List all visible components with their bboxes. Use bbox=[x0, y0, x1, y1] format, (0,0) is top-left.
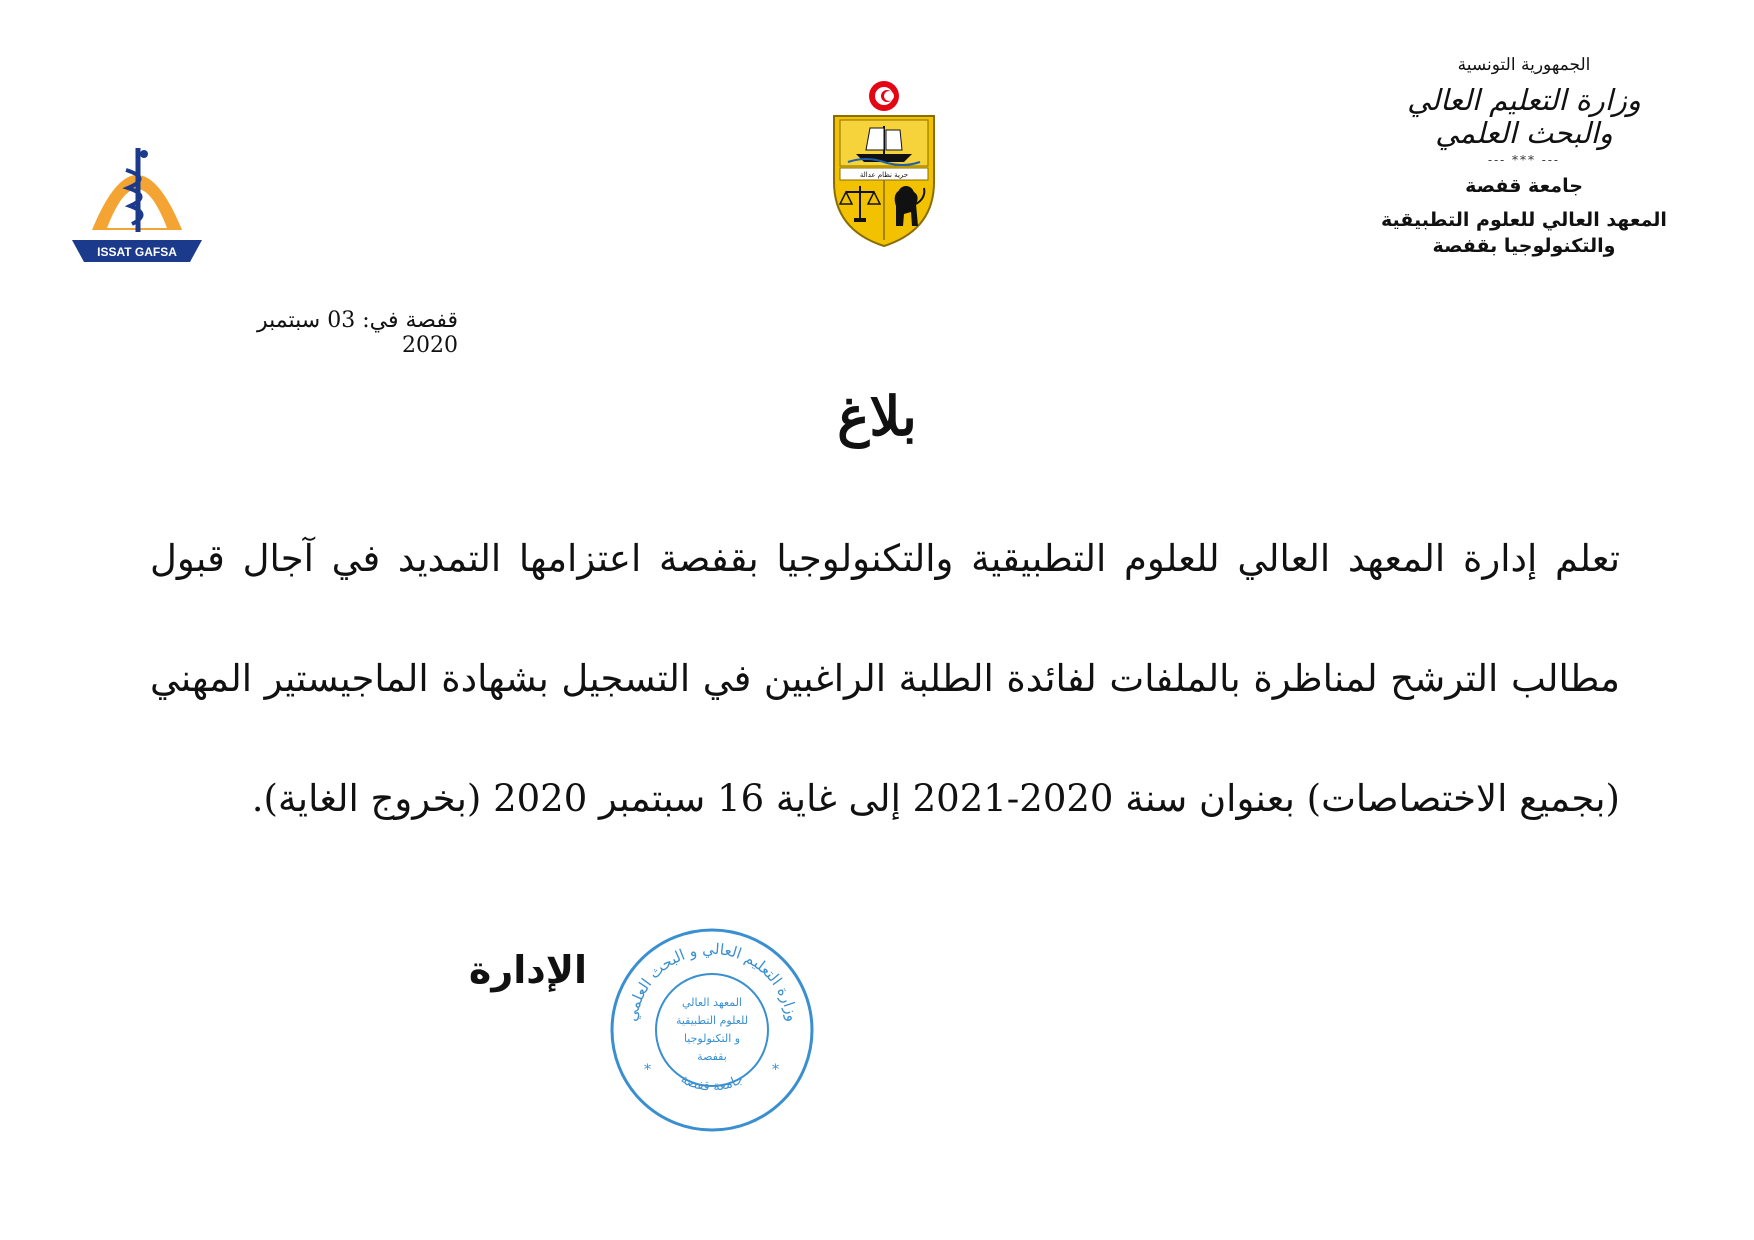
institute-name-line1: المعهد العالي للعلوم التطبيقية bbox=[1381, 208, 1667, 231]
stamp-bottom-text: جامعة قفصة bbox=[678, 1071, 746, 1095]
ministry-name-line2: والبحث العلمي bbox=[1435, 115, 1613, 150]
ministry-name-line1: وزارة التعليم العالي bbox=[1407, 82, 1641, 117]
stamp-inner-line: و التكنولوجيا bbox=[683, 1032, 741, 1045]
official-stamp bbox=[606, 924, 818, 1136]
ministry-header bbox=[1374, 56, 1674, 270]
logo-text: ISSAT GAFSA bbox=[97, 245, 177, 259]
university-name: جامعة قفصة bbox=[1465, 175, 1583, 198]
body-line: (بجميع الاختصاصات) بعنوان سنة 2020-2021 إلى غاية 16 سبتمبر 2020 (بخروج الغاية). bbox=[251, 777, 1620, 820]
svg-text:*: * bbox=[644, 1062, 651, 1078]
stamp-outer-text: وزارة التعليم العالي و البحث العلمي bbox=[622, 939, 802, 1023]
notice-title: بلاغ bbox=[837, 384, 917, 448]
stamp-inner-line: المعهد العالي bbox=[681, 996, 743, 1009]
svg-text:*: * bbox=[772, 1062, 779, 1078]
coat-motto: حرية نظام عدالة bbox=[859, 171, 909, 179]
place-and-date: قفصة في: 03 سبتمبر 2020 bbox=[257, 308, 458, 358]
body-line: مطالب الترشح لمناظرة بالملفات لفائدة الطلبة الراغبين في التسجيل بشهادة الماجيستير المهني bbox=[150, 657, 1620, 700]
stamp-inner-line: للعلوم التطبيقية bbox=[675, 1014, 749, 1027]
svg-text:جامعة قفصة bbox=[678, 1072, 746, 1095]
institute-name-line2: والتكنولوجيا بقفصة bbox=[1432, 234, 1616, 257]
stamp-inner-line: بقفصة bbox=[697, 1050, 727, 1063]
body-line: تعلم إدارة المعهد العالي للعلوم التطبيقية والتكنولوجيا بقفصة اعتزامها التمديد في آجال قبول bbox=[150, 537, 1620, 580]
issat-gafsa-logo bbox=[72, 140, 202, 262]
signature-administration: الإدارة bbox=[468, 948, 588, 992]
notice-body bbox=[150, 537, 1620, 900]
header-separator: --- *** --- bbox=[1488, 153, 1560, 168]
republic-label: الجمهورية التونسية bbox=[1457, 55, 1591, 75]
tunisia-coat-of-arms bbox=[826, 78, 942, 248]
